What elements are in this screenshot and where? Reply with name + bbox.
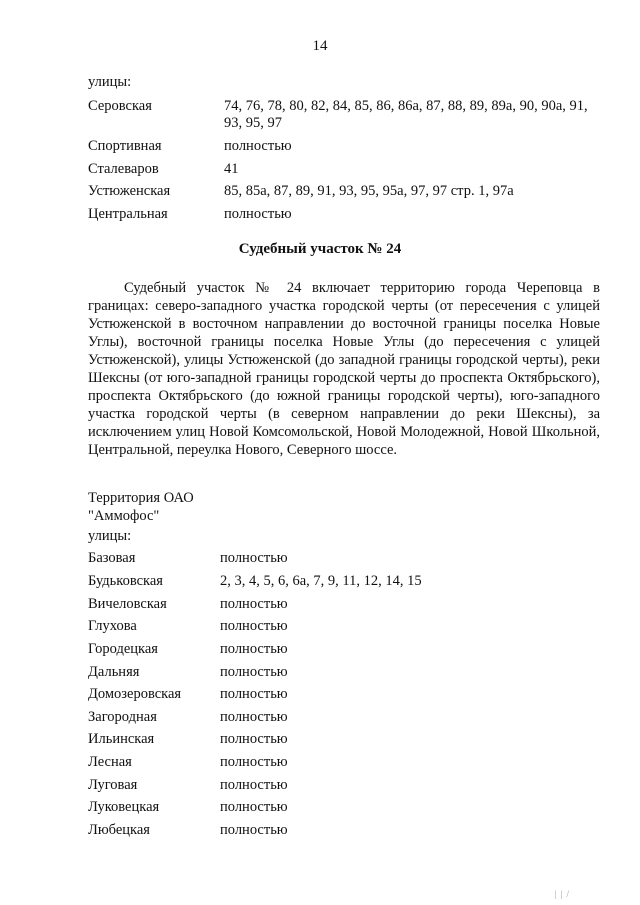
street-houses: полностью <box>224 138 292 154</box>
street-houses: 74, 76, 78, 80, 82, 84, 85, 86, 86а, 87, 88, 89, 89а, 90, 90а, 91, 93, 95, 97 <box>224 98 588 131</box>
street-houses: 85, 85а, 87, 89, 91, 93, 95, 95а, 97, 97 стр. 1, 97а <box>224 183 514 199</box>
street-name: Лесная <box>88 754 132 770</box>
street-houses: 41 <box>224 161 239 177</box>
street-name: Любецкая <box>88 822 150 838</box>
street-houses: полностью <box>220 754 288 770</box>
street-houses: полностью <box>220 799 288 815</box>
street-name: Луковецкая <box>88 799 160 815</box>
street-houses: полностью <box>220 709 288 725</box>
street-name: Спортивная <box>88 138 162 154</box>
territory-title: Территория ОАО "Аммофос" <box>88 490 194 524</box>
street-name: Вичеловская <box>88 596 167 612</box>
street-houses: полностью <box>220 731 288 747</box>
street-name: Загородная <box>88 709 157 725</box>
street-name: Устюженская <box>88 183 171 199</box>
street-name: Луговая <box>88 777 138 793</box>
street-name: Будьковская <box>88 573 163 589</box>
streets-label: улицы: <box>88 528 132 544</box>
street-name: Дальняя <box>88 664 140 680</box>
street-houses: полностью <box>220 664 288 680</box>
street-name: Центральная <box>88 206 168 222</box>
section-paragraph-text: Судебный участок № 24 включает территорию города Череповца в границах: северо-западного участка городской черты (от пересечения с улицей Устюженской в восточном направлении до восточной границы поселка Новые Углы), восточной границы поселка Новые Углы (до пересечения с улицей Устюженской), улицы Устюженской (до западной границы городской черты), реки Шексны (от юго-западной границы городской черты до проспекта Октябрьского), проспекта Октябрьского (до южной границы городской черты), юго-западного участка городской черты (в северном направлении до реки Шексны), за исключением улиц Новой Комсомольской, Новой Молодежной, Новой Школьной, Центральной, переулка Нового, Северного шоссе. <box>88 280 600 458</box>
streets-label: улицы: <box>88 74 132 90</box>
page-number: 14 <box>312 38 328 54</box>
street-houses: 2, 3, 4, 5, 6, 6а, 7, 9, 11, 12, 14, 15 <box>220 573 422 589</box>
street-houses: полностью <box>220 618 288 634</box>
street-name: Городецкая <box>88 641 158 657</box>
street-houses: полностью <box>224 206 292 222</box>
street-houses: полностью <box>220 596 288 612</box>
street-name: Серовская <box>88 98 152 114</box>
scan-mark: | | / <box>554 889 570 899</box>
street-houses: полностью <box>220 777 288 793</box>
street-houses: полностью <box>220 641 288 657</box>
street-name: Базовая <box>88 550 136 566</box>
street-name: Сталеваров <box>88 161 159 177</box>
section-heading: Судебный участок № 24 <box>238 241 402 257</box>
street-name: Глухова <box>88 618 137 634</box>
street-name: Ильинская <box>88 731 155 747</box>
street-houses: полностью <box>220 686 288 702</box>
street-houses: полностью <box>220 822 288 838</box>
street-houses: полностью <box>220 550 288 566</box>
street-name: Домозеровская <box>88 686 182 702</box>
section-paragraph <box>88 279 600 459</box>
